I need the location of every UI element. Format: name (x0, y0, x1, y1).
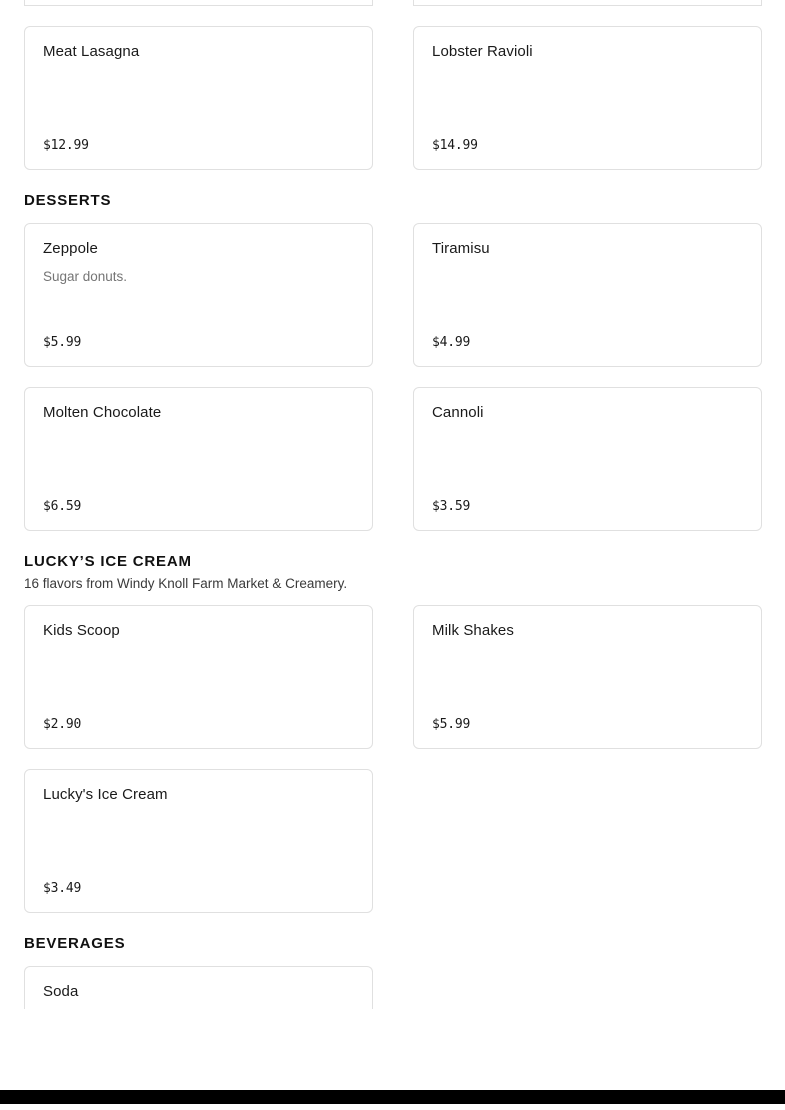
menu-item-card[interactable] (24, 387, 373, 531)
browser-bottom-bar (0, 1090, 785, 1104)
menu-item-name: Meat Lasagna (43, 43, 140, 60)
menu-item-price: $4.99 (432, 335, 471, 350)
menu-item-card[interactable] (24, 26, 373, 170)
menu-section-luckys-ice-cream (24, 605, 761, 913)
menu-item-card[interactable] (24, 605, 373, 749)
menu-item-card[interactable] (24, 223, 373, 367)
menu-item-price: $3.49 (43, 881, 82, 896)
menu-section-entrees-continued (24, 26, 761, 170)
menu-item-name: Lucky's Ice Cream (43, 786, 168, 803)
menu-section-beverages (24, 966, 761, 1009)
menu-item-description: Sugar donuts. (43, 268, 128, 284)
menu-item-price: $14.99 (432, 138, 478, 153)
menu-item-card[interactable] (24, 769, 373, 913)
menu-item-price: $12.99 (43, 138, 89, 153)
section-heading-desserts: DESSERTS (24, 192, 112, 209)
menu-item-card[interactable] (413, 223, 762, 367)
section-subtitle-luckys-ice-cream: 16 flavors from Windy Knoll Farm Market & Creamery. (24, 576, 348, 591)
menu-item-price: $5.99 (432, 717, 471, 732)
section-heading-beverages: BEVERAGES (24, 935, 126, 952)
menu-item-card-partial[interactable] (413, 0, 762, 6)
menu-item-price: $6.59 (43, 499, 82, 514)
menu-item-price: $2.90 (43, 717, 82, 732)
menu-section-desserts (24, 223, 761, 531)
menu-item-card[interactable] (413, 26, 762, 170)
menu-item-name: Tiramisu (432, 240, 490, 257)
menu-item-name: Zeppole (43, 240, 98, 257)
menu-item-name: Cannoli (432, 404, 484, 421)
menu-item-card[interactable] (413, 387, 762, 531)
menu-item-card-partial[interactable] (24, 0, 373, 6)
menu-item-name: Lobster Ravioli (432, 43, 533, 60)
menu-item-name: Milk Shakes (432, 622, 514, 639)
menu-item-price: $3.59 (432, 499, 471, 514)
section-heading-luckys-ice-cream: LUCKY’S ICE CREAM (24, 553, 192, 570)
menu-item-card[interactable] (413, 605, 762, 749)
menu-item-card[interactable] (24, 966, 373, 1009)
menu-item-name: Soda (43, 983, 79, 1000)
menu-item-price: $5.99 (43, 335, 82, 350)
menu-item-name: Kids Scoop (43, 622, 120, 639)
menu-item-name: Molten Chocolate (43, 404, 162, 421)
